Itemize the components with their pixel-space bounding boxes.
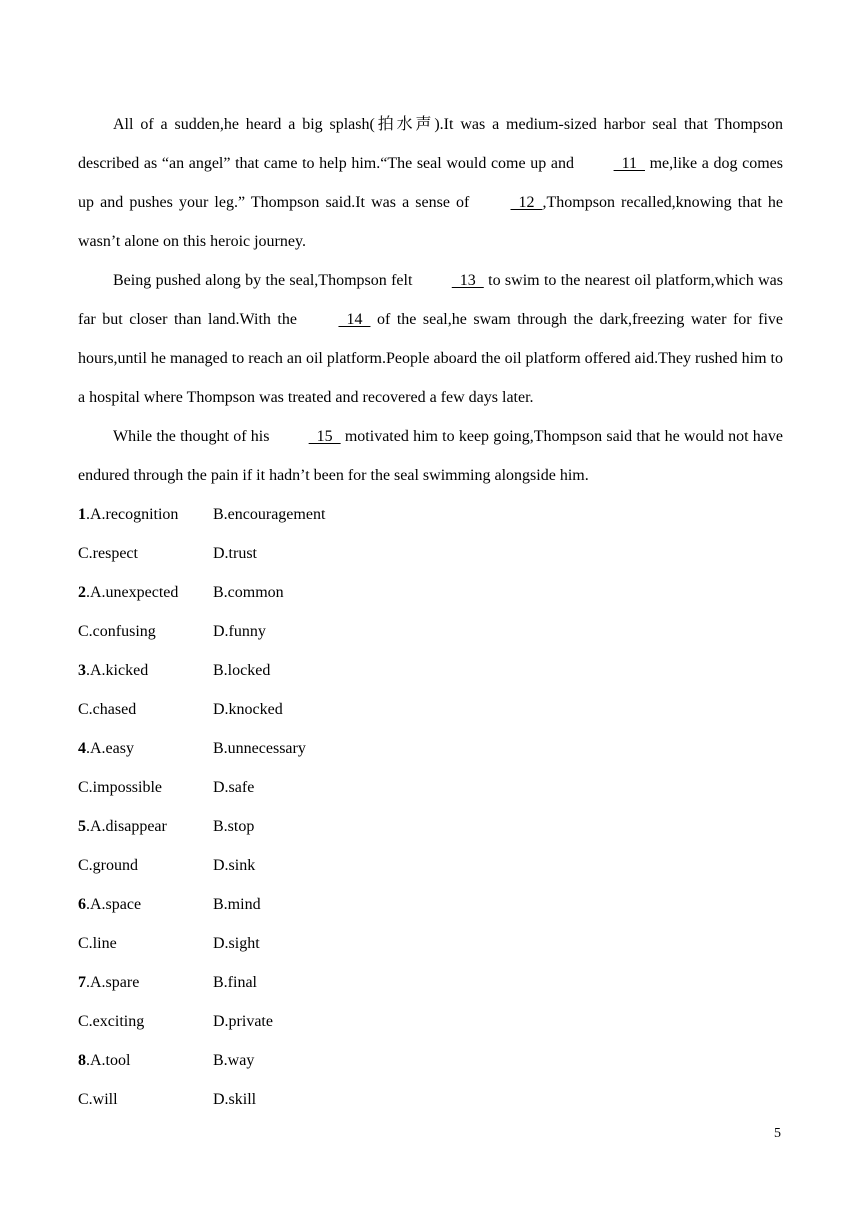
option-b: B.locked [213, 662, 271, 679]
question-number: 1 [78, 506, 86, 523]
question-2-row-cd [78, 612, 783, 651]
option-b: B.unnecessary [213, 740, 306, 757]
document-body [78, 105, 783, 1119]
question-number: 3 [78, 662, 86, 679]
option-c: C.impossible [78, 779, 163, 796]
question-4-row-cd [78, 768, 783, 807]
question-3-row-ab [78, 651, 783, 690]
question-4-row-ab [78, 729, 783, 768]
option-a: .A.space [86, 896, 142, 913]
option-a: .A.unexpected [86, 584, 179, 601]
blank-15: 15 [308, 428, 341, 445]
option-a: .A.tool [86, 1052, 131, 1069]
question-7-row-ab [78, 963, 783, 1002]
paragraph-2-text-b: to swim to the nearest oil platform,which was far but closer than land.With the [78, 272, 784, 328]
paragraph-2-text-a: Being pushed along by the seal,Thompson felt [113, 272, 417, 289]
option-a: .A.easy [86, 740, 134, 757]
option-d: D.knocked [213, 701, 283, 718]
option-c: C.ground [78, 857, 138, 874]
paragraph-3-text-b: motivated him to keep going,Thompson said that he would not have endured through the pain if it hadn’t been for the seal swimming alongside him. [78, 428, 783, 484]
option-d: D.skill [213, 1091, 257, 1108]
option-b: B.stop [213, 818, 255, 835]
question-number: 4 [78, 740, 86, 757]
question-1-row-cd [78, 534, 783, 573]
blank-12: 12 [510, 194, 543, 211]
paragraph-2-text-c: of the seal,he swam through the dark,freezing water for five hours,until he managed to reach an oil platform.People aboard the oil platform offered aid.They rushed him to a hospital where Thompson was treated and recovered a few days later. [78, 311, 783, 406]
option-d: D.funny [213, 623, 266, 640]
question-number: 8 [78, 1052, 86, 1069]
option-a: .A.disappear [86, 818, 167, 835]
question-8-row-cd [78, 1080, 783, 1119]
option-d: D.trust [213, 545, 257, 562]
option-c: C.exciting [78, 1013, 145, 1030]
option-a: .A.spare [86, 974, 140, 991]
paragraph-3-text-a: While the thought of his [113, 428, 274, 445]
option-d: D.private [213, 1013, 273, 1030]
option-b: B.common [213, 584, 284, 601]
option-d: D.safe [213, 779, 255, 796]
question-number: 5 [78, 818, 86, 835]
question-5-row-ab [78, 807, 783, 846]
question-6-row-ab [78, 885, 783, 924]
question-number: 7 [78, 974, 86, 991]
option-c: C.respect [78, 545, 138, 562]
option-d: D.sight [213, 935, 260, 952]
page-number: 5 [774, 1126, 781, 1141]
paragraph-1-text-c: ,Thompson recalled,knowing that he wasn’t alone on this heroic journey. [78, 194, 783, 250]
blank-11: 11 [613, 155, 645, 172]
option-b: B.final [213, 974, 257, 991]
paragraph-3 [78, 417, 783, 495]
blank-14: 14 [338, 311, 371, 328]
question-2-row-ab [78, 573, 783, 612]
blank-13: 13 [451, 272, 484, 289]
question-number: 6 [78, 896, 86, 913]
question-5-row-cd [78, 846, 783, 885]
question-3-row-cd [78, 690, 783, 729]
question-8-row-ab [78, 1041, 783, 1080]
answer-options [78, 495, 783, 1119]
question-7-row-cd [78, 1002, 783, 1041]
paragraph-1 [78, 105, 783, 261]
option-a: .A.recognition [86, 506, 179, 523]
paragraph-1-text-b: me,like a dog comes up and pushes your leg.” Thompson said.It was a sense of [78, 155, 784, 211]
paragraph-1-text-a: All of a sudden,he heard a big splash(拍水声).It was a medium-sized harbor seal that Thompson described as “an angel” that came to help him.“The seal would come up and [78, 116, 783, 172]
option-c: C.will [78, 1091, 118, 1108]
question-6-row-cd [78, 924, 783, 963]
option-c: C.chased [78, 701, 137, 718]
option-d: D.sink [213, 857, 256, 874]
question-number: 2 [78, 584, 86, 601]
option-b: B.way [213, 1052, 255, 1069]
option-b: B.mind [213, 896, 261, 913]
question-1-row-ab [78, 495, 783, 534]
option-b: B.encouragement [213, 506, 326, 523]
option-c: C.line [78, 935, 117, 952]
option-c: C.confusing [78, 623, 156, 640]
option-a: .A.kicked [86, 662, 149, 679]
paragraph-2 [78, 261, 783, 417]
